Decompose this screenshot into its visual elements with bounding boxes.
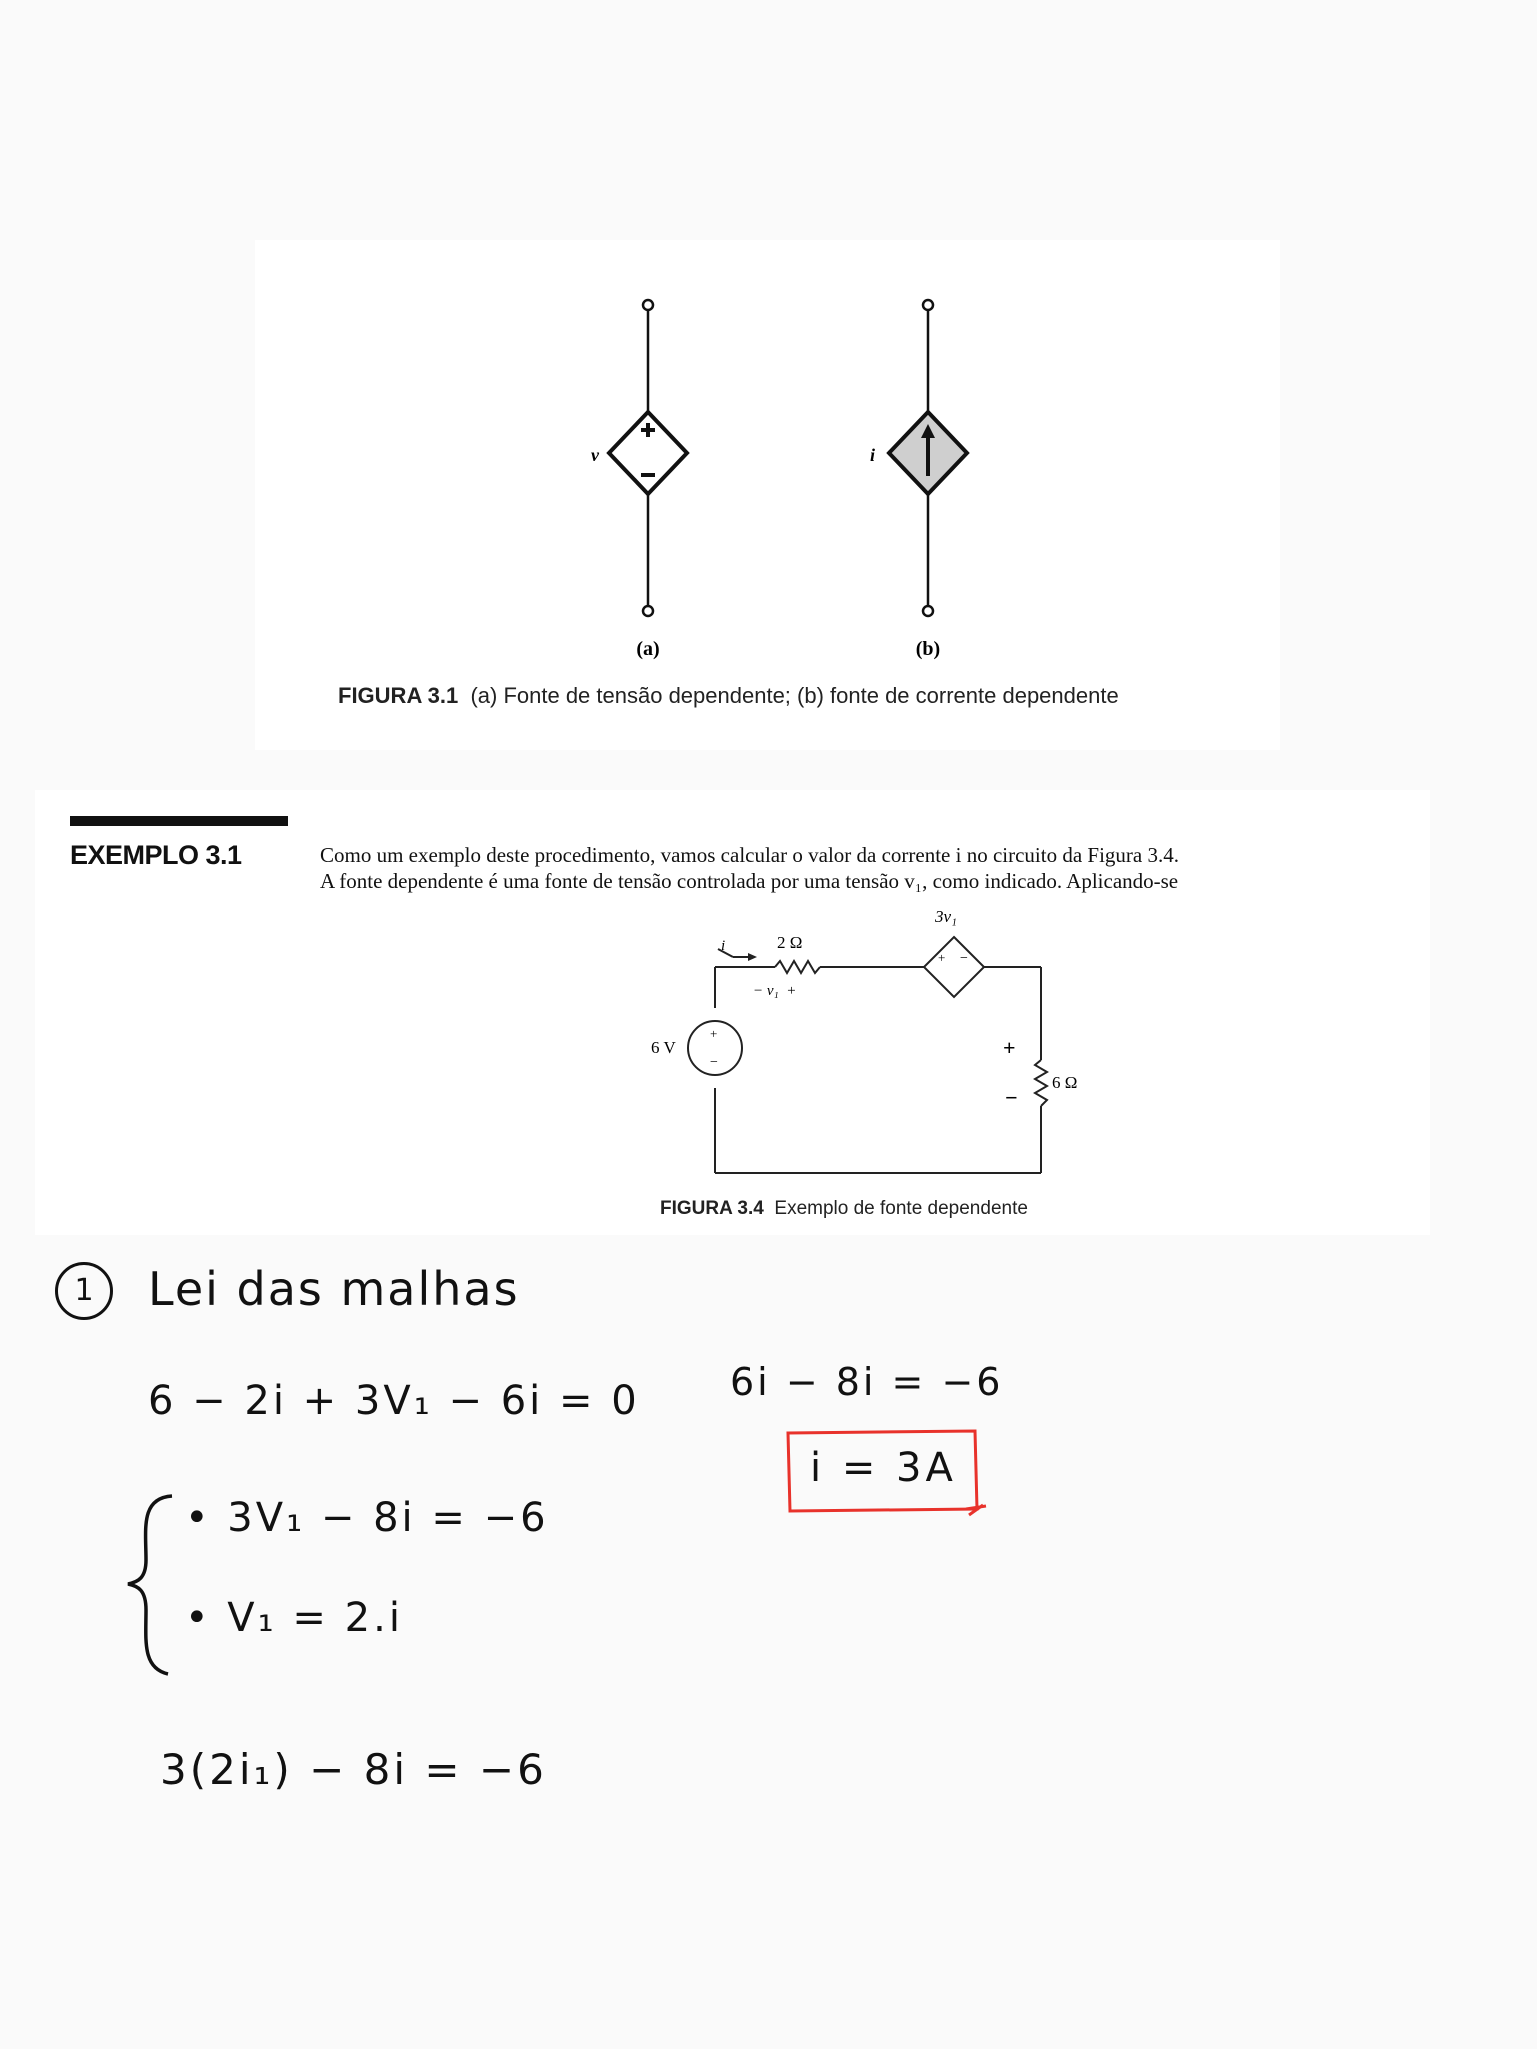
- dependent-voltage-source: [609, 300, 687, 616]
- sublabel-a: (a): [636, 638, 660, 660]
- source-plus: +: [710, 1026, 718, 1041]
- system-equation-1: • 3V₁ − 8i = −6: [185, 1495, 549, 1541]
- terminal-node: [923, 606, 933, 616]
- simplified-equation: 6i − 8i = −6: [730, 1360, 1004, 1404]
- resistor-6ohm: [1035, 1060, 1047, 1106]
- figure-3-1-caption: [338, 683, 1119, 709]
- label-i: i: [870, 445, 876, 465]
- system-equation-2: • V₁ = 2.i: [185, 1595, 403, 1641]
- v1-label: − v₁ +: [753, 983, 797, 999]
- dep-minus: −: [960, 951, 968, 966]
- resistor-2ohm: [775, 961, 820, 973]
- equation-mesh: 6 − 2i + 3V₁ − 6i = 0: [148, 1378, 640, 1424]
- source-minus: −: [710, 1055, 718, 1070]
- caption-prefix: FIGURA 3.1: [338, 683, 459, 708]
- dep-plus: +: [938, 950, 946, 965]
- dependent-current-source: [889, 300, 967, 616]
- paragraph-line-2: A fonte dependente é uma fonte de tensão controlada por uma tensão v₁, como indicado. Aplicando-se: [320, 869, 1179, 893]
- caption-text: Exemplo de fonte dependente: [774, 1198, 1028, 1219]
- step-number: 1: [74, 1273, 94, 1308]
- figure-3-4-caption: [660, 1198, 1028, 1220]
- figure-3-1-diagram: [255, 240, 1280, 750]
- terminal-node: [643, 606, 653, 616]
- figure-3-4-circuit: [35, 790, 1430, 1235]
- caption-text: (a) Fonte de tensão dependente; (b) fonte de corrente dependente: [470, 683, 1119, 708]
- example-title: EXEMPLO 3.1: [70, 840, 242, 870]
- terminal-node: [923, 300, 933, 310]
- label-v: v: [591, 445, 599, 465]
- r6-minus: −: [1005, 1085, 1018, 1110]
- system-brace: [120, 1490, 180, 1680]
- paragraph-line-1: Como um exemplo deste procedimento, vamos calcular o valor da corrente i no circuito da Figura 3.4.: [320, 843, 1179, 867]
- substitution-equation: 3(2i₁) − 8i = −6: [160, 1745, 547, 1794]
- source-6v-label: 6 V: [651, 1038, 676, 1057]
- dependent-source-diamond: [924, 937, 984, 997]
- figure-3-1: [255, 240, 1280, 750]
- current-arrowhead: [748, 953, 757, 961]
- r6-plus: +: [1003, 1035, 1016, 1060]
- notes-heading: Lei das malhas: [148, 1262, 520, 1316]
- current-label: i: [721, 938, 726, 954]
- resistor-2-label: 2 Ω: [777, 933, 803, 952]
- example-3-1: [35, 790, 1430, 1235]
- terminal-node: [643, 300, 653, 310]
- dep-source-label: 3v₁: [935, 907, 957, 926]
- answer-text: i = 3A: [810, 1445, 957, 1491]
- caption-prefix: FIGURA 3.4: [660, 1198, 764, 1219]
- step-number-circle: [55, 1262, 113, 1320]
- sublabel-b: (b): [915, 638, 941, 660]
- resistor-6-label: 6 Ω: [1052, 1073, 1078, 1092]
